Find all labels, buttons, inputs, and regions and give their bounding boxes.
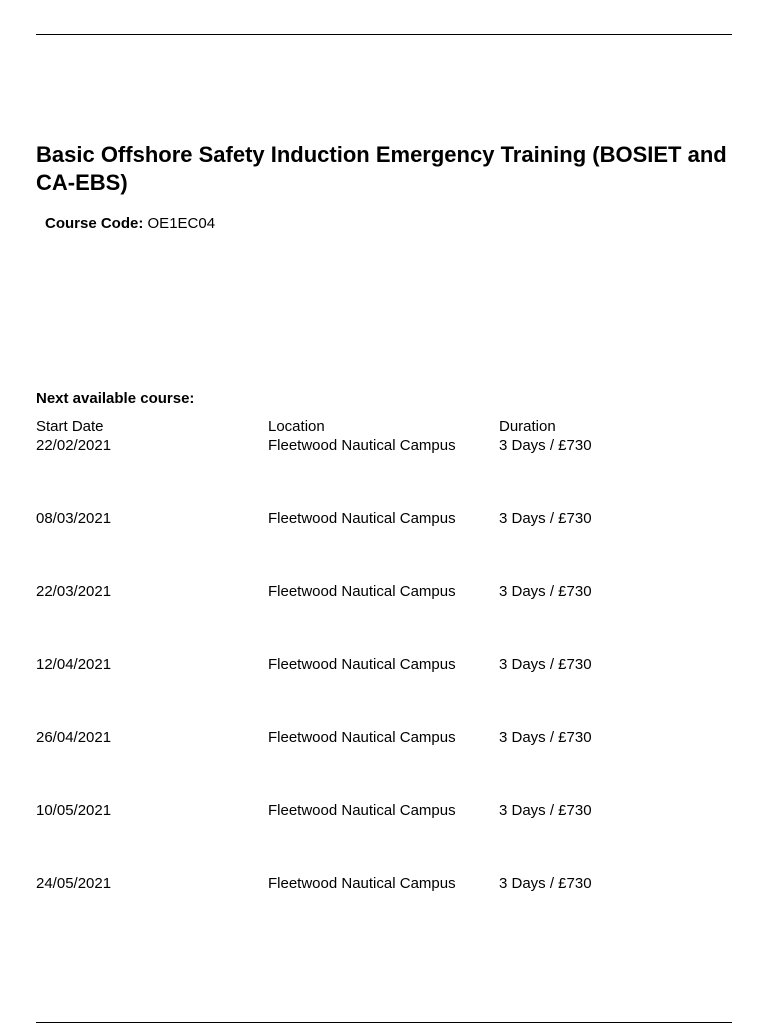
session-row <box>36 802 732 821</box>
session-location: Fleetwood Nautical Campus <box>268 729 456 746</box>
session-row <box>36 583 732 602</box>
session-location: Fleetwood Nautical Campus <box>268 875 456 892</box>
header-duration: Duration <box>499 418 556 435</box>
session-row <box>36 656 732 675</box>
next-course-heading: Next available course: <box>36 390 195 407</box>
session-row <box>36 875 732 894</box>
session-location: Fleetwood Nautical Campus <box>268 656 456 673</box>
schedule-header <box>36 418 732 437</box>
header-start-date: Start Date <box>36 418 104 435</box>
session-start-date: 26/04/2021 <box>36 729 112 746</box>
course-code-label: Course Code: <box>45 215 144 232</box>
session-location: Fleetwood Nautical Campus <box>268 802 456 819</box>
course-code-value: OE1EC04 <box>147 215 216 232</box>
session-location: Fleetwood Nautical Campus <box>268 437 456 454</box>
session-duration: 3 Days / £730 <box>499 510 592 527</box>
session-row <box>36 510 732 529</box>
course-code <box>45 215 215 233</box>
session-duration: 3 Days / £730 <box>499 729 592 746</box>
header-location: Location <box>268 418 325 435</box>
session-start-date: 10/05/2021 <box>36 802 112 819</box>
session-row <box>36 437 732 456</box>
session-duration: 3 Days / £730 <box>499 802 592 819</box>
bottom-divider <box>36 1022 732 1023</box>
session-row <box>36 729 732 748</box>
session-start-date: 22/02/2021 <box>36 437 112 454</box>
session-start-date: 24/05/2021 <box>36 875 112 892</box>
top-divider <box>36 34 732 35</box>
session-duration: 3 Days / £730 <box>499 656 592 673</box>
session-location: Fleetwood Nautical Campus <box>268 583 456 600</box>
course-title: Basic Offshore Safety Induction Emergency Training (BOSIET and CA-EBS) <box>36 142 727 195</box>
session-duration: 3 Days / £730 <box>499 437 592 454</box>
session-start-date: 08/03/2021 <box>36 510 112 527</box>
session-start-date: 22/03/2021 <box>36 583 112 600</box>
session-start-date: 12/04/2021 <box>36 656 112 673</box>
session-duration: 3 Days / £730 <box>499 875 592 892</box>
session-location: Fleetwood Nautical Campus <box>268 510 456 527</box>
session-duration: 3 Days / £730 <box>499 583 592 600</box>
